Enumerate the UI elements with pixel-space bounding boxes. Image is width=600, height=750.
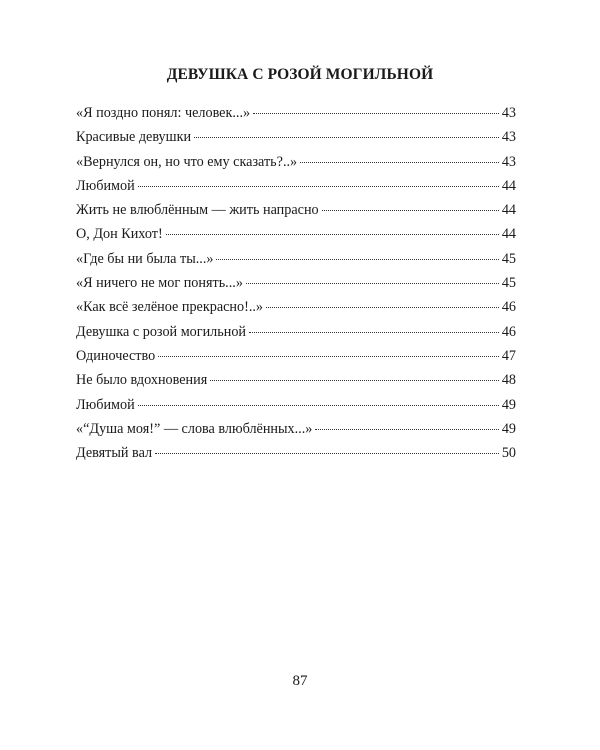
toc-entry-title: Любимой — [76, 396, 135, 413]
toc-entry — [76, 344, 516, 368]
dot-leader — [266, 307, 499, 308]
toc-entry — [76, 271, 516, 295]
toc-entry-title: Жить не влюблённым — жить напрасно — [76, 202, 319, 219]
toc-entry — [76, 125, 516, 149]
toc-entry-page: 48 — [501, 372, 516, 389]
dot-leader — [253, 113, 499, 114]
toc-entry-page: 46 — [501, 299, 516, 316]
toc-entry-title: «Где бы ни была ты...» — [76, 250, 214, 267]
toc-entry-page: 46 — [501, 323, 516, 340]
toc-entry — [76, 247, 516, 271]
toc-entry-page: 43 — [501, 129, 516, 146]
toc-entry — [76, 222, 516, 246]
toc-entry-title: «Вернулся он, но что ему сказать?..» — [76, 153, 298, 170]
toc-entry-title: Одиночество — [76, 347, 156, 364]
toc-entry-title: О, Дон Кихот! — [76, 226, 163, 243]
toc-entry-title: Девятый вал — [76, 445, 153, 462]
dot-leader — [210, 380, 499, 381]
toc-entry-title: «Я ничего не мог понять...» — [76, 275, 243, 292]
dot-leader — [138, 186, 499, 187]
toc-entry-title: «“Душа моя!” — слова влюблённых...» — [76, 420, 313, 437]
toc-entry — [76, 417, 516, 441]
toc-entry — [76, 150, 516, 174]
toc-entry — [76, 295, 516, 319]
dot-leader — [194, 137, 499, 138]
toc-entry-page: 44 — [501, 177, 516, 194]
toc-entry-title: Девушка с розой могильной — [76, 323, 247, 340]
section-title: ДЕВУШКА С РОЗОЙ МОГИЛЬНОЙ — [166, 66, 434, 83]
toc-entry-page: 45 — [501, 250, 516, 267]
toc-entry-page: 43 — [501, 105, 516, 121]
toc-entry-page: 49 — [501, 396, 516, 413]
dot-leader — [216, 259, 498, 260]
dot-leader — [155, 453, 499, 454]
toc-entry-title: «Как всё зелёное прекрасно!..» — [76, 299, 264, 316]
toc-entry-page: 45 — [501, 275, 516, 292]
dot-leader — [138, 405, 499, 406]
toc-entry-page: 50 — [501, 445, 516, 462]
dot-leader — [246, 283, 499, 284]
toc-entry — [76, 174, 516, 198]
table-of-contents — [76, 101, 516, 465]
toc-entry — [76, 441, 516, 465]
dot-leader — [249, 332, 499, 333]
dot-leader — [300, 162, 499, 163]
toc-entry — [76, 198, 516, 222]
toc-entry — [76, 101, 516, 125]
toc-entry-page: 49 — [501, 420, 516, 437]
toc-entry-page: 47 — [501, 347, 516, 364]
toc-entry-title: Красивые девушки — [76, 129, 192, 146]
dot-leader — [315, 429, 498, 430]
toc-entry-page: 43 — [501, 153, 516, 170]
page-number: 87 — [292, 673, 308, 689]
toc-entry-title: Не было вдохновения — [76, 372, 208, 389]
toc-entry-page: 44 — [501, 202, 516, 219]
dot-leader — [158, 356, 499, 357]
toc-entry-title: Любимой — [76, 177, 135, 194]
toc-entry-title: «Я поздно понял: человек...» — [76, 105, 251, 121]
toc-entry — [76, 368, 516, 392]
dot-leader — [166, 234, 499, 235]
toc-entry — [76, 393, 516, 417]
dot-leader — [322, 210, 499, 211]
toc-entry-page: 44 — [501, 226, 516, 243]
toc-entry — [76, 320, 516, 344]
